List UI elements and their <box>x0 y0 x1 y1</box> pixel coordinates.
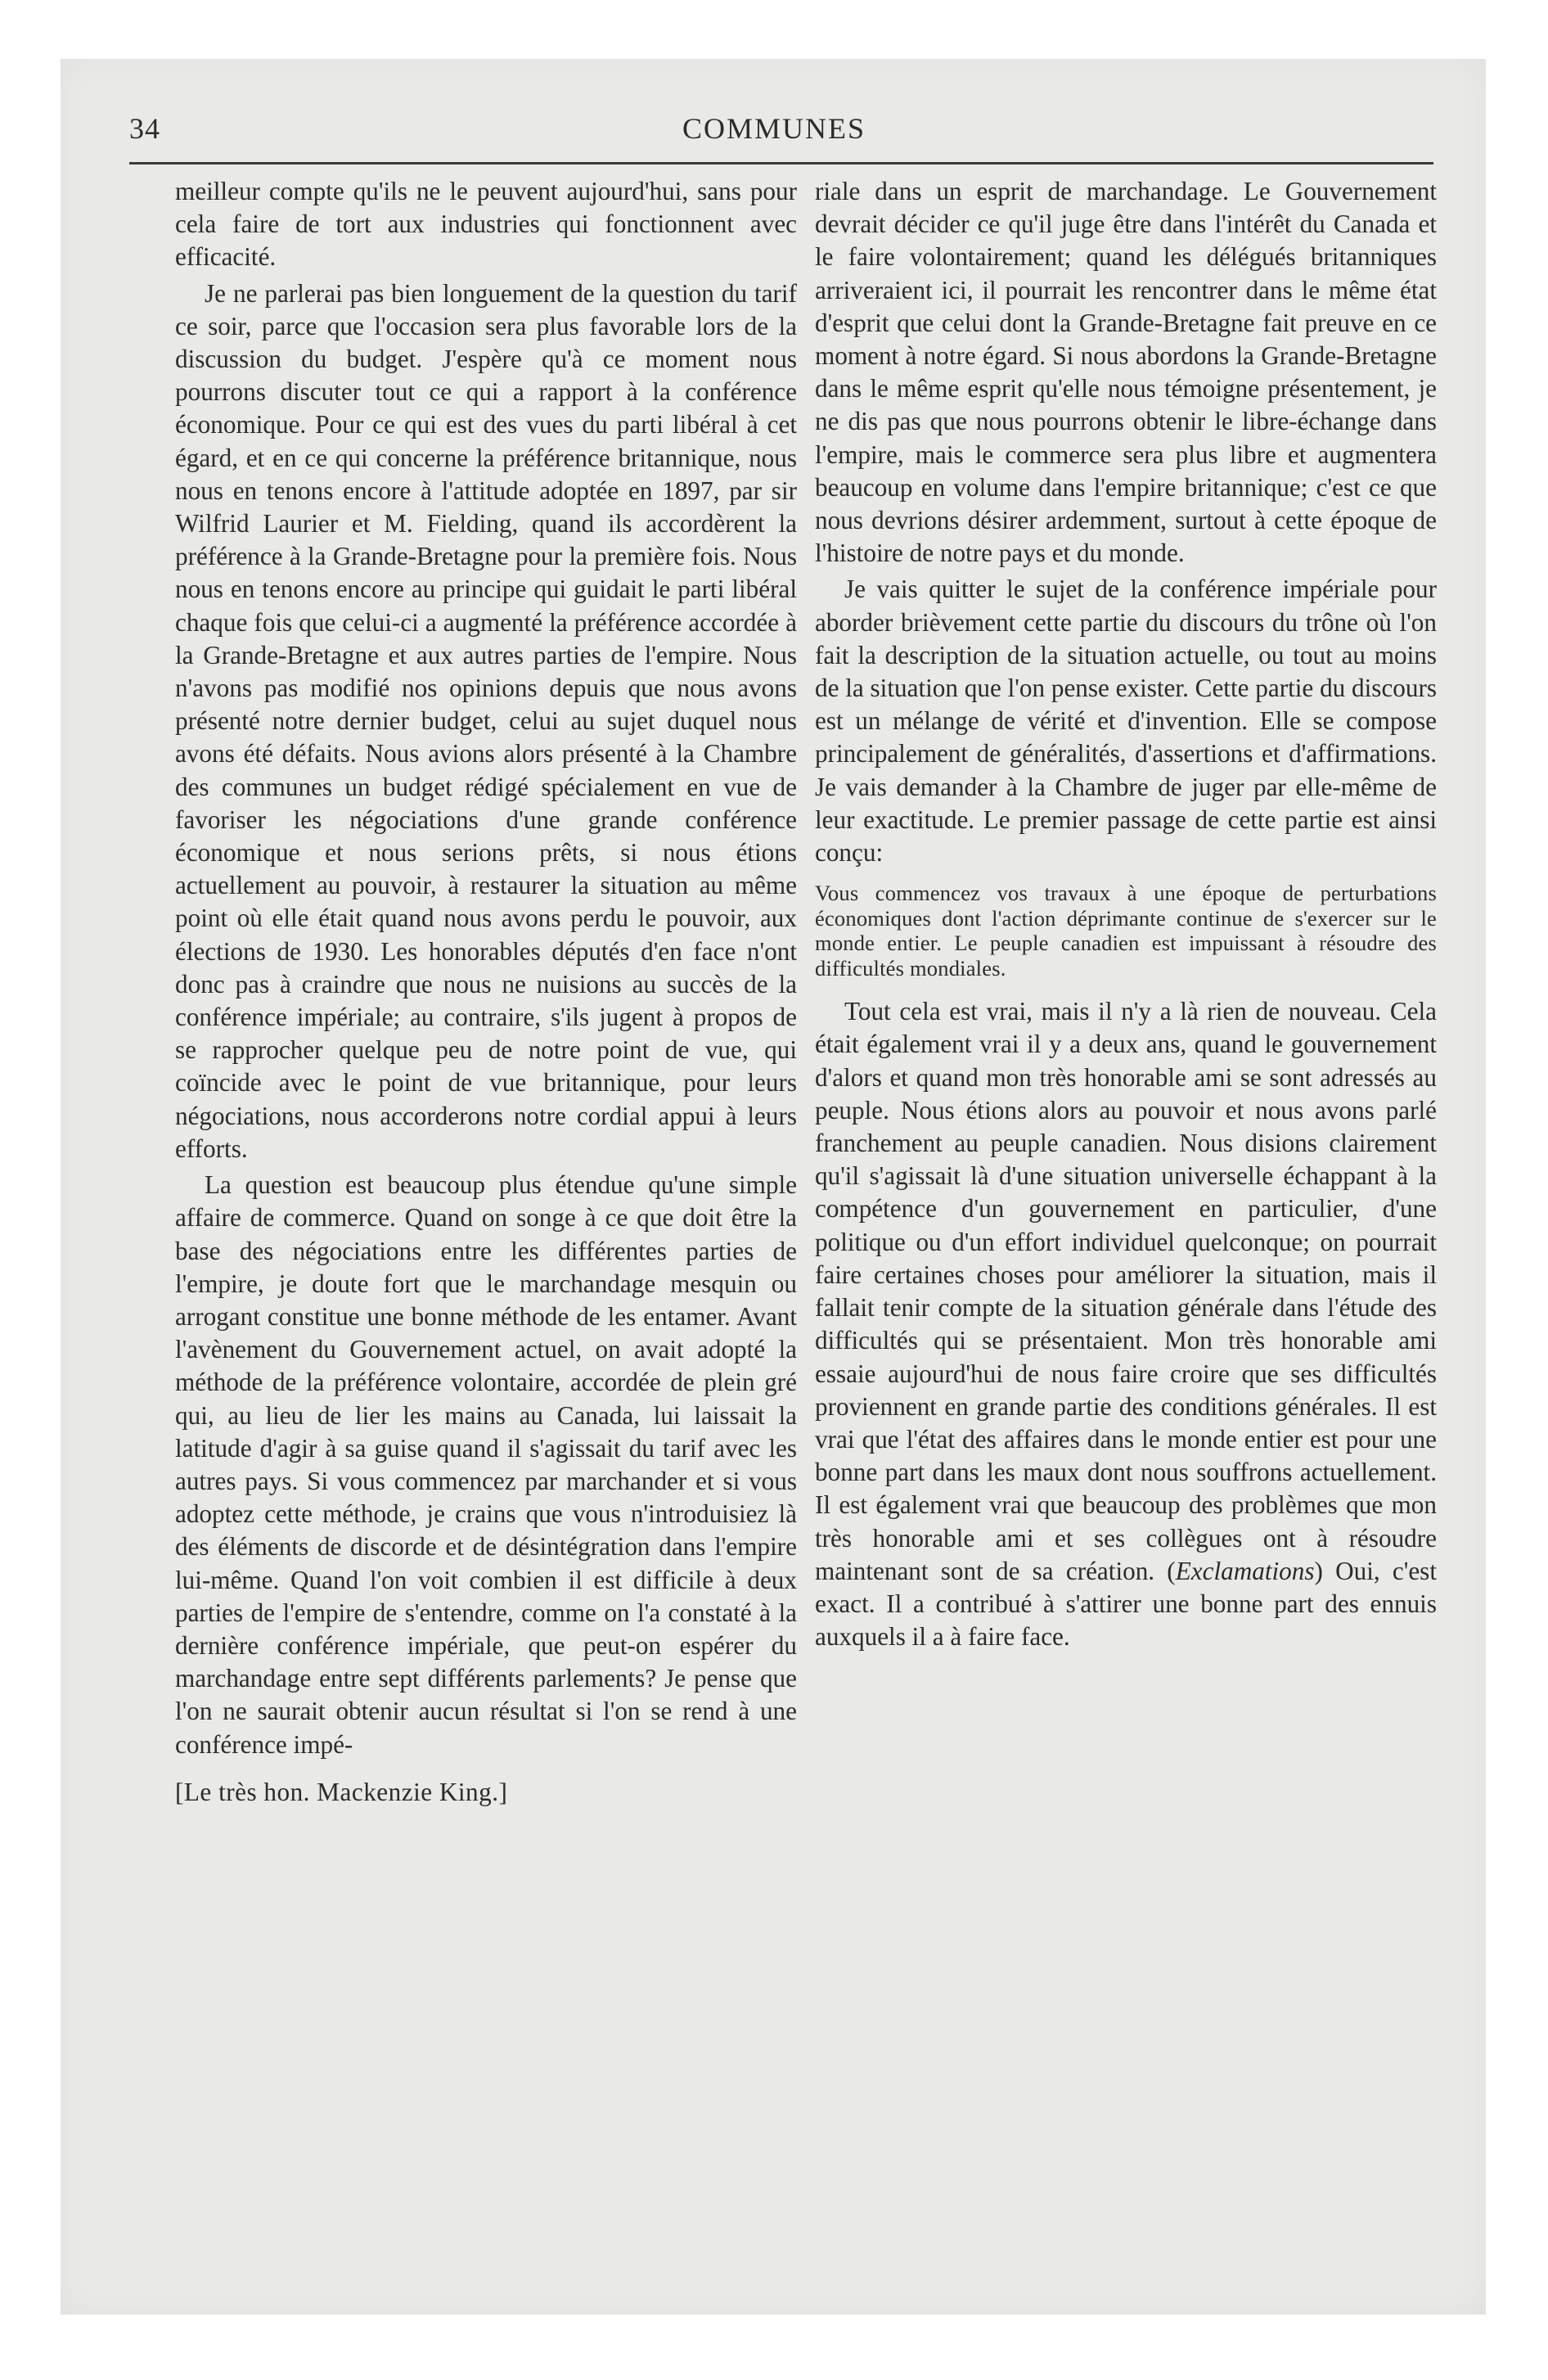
running-head: COMMUNES <box>682 112 866 145</box>
right-paragraph-2: Je vais quitter le sujet de la conférence impériale pour aborder brièvement cette partie du discours du trône où l'on fait la description de la situation actuelle, ou tout au moins de la situation que l'on pense exister. Cette partie du discours est un mélange de vérité et d'invention. Elle se compose principalement de généralités, d'assertions et d'affirmations. Je vais demander à la Chambre de juger par elle-même de leur exactitude. Le premier passage de cette partie est ainsi conçu: <box>815 575 1437 868</box>
left-paragraph-2: Je ne parlerai pas bien longuement de la question du tarif ce soir, parce que l'occasion sera plus favorable lors de la discussion du budget. J'espère qu'à ce moment nous pourrons discuter tout ce qui a rapport à la conférence économique. Pour ce qui est des vues du parti libéral à cet égard, et en ce qui concerne la préférence britannique, nous nous en tenons encore à l'attitude adoptée en 1897, par sir Wilfrid Laurier et M. Fielding, quand ils accordèrent la préférence à la Grande-Bretagne pour la première fois. Nous nous en tenons encore au principe qui guidait le parti libéral chaque fois que celui-ci a augmenté la préférence accordée à la Grande-Bretagne et aux autres parties de l'empire. Nous n'avons pas modifié nos opinions depuis que nous avons présenté notre dernier budget, celui au sujet duquel nous avons été défaits. Nous avions alors présenté à la Chambre des communes un budget rédigé spécialement en vue de favoriser les négociations d'une grande conférence économique et nous serions prêts, si nous étions actuellement au pouvoir, à restaurer la situation au même point où elle était quand nous avons perdu le pouvoir, aux élections de 1930. Les honorables députés d'en face n'ont donc pas à craindre que nous ne nuisions au succès de la conférence impériale; au contraire, s'ils jugent à propos de se rapprocher quelque peu de notre point de vue, qui coïncide avec le point de vue britannique, pour leurs négociations, nous accorderons notre cordial appui à leurs efforts. <box>175 278 797 1163</box>
left-column <box>175 175 797 1809</box>
right-paragraph-3-italic: Exclamations <box>1175 1556 1315 1585</box>
left-paragraph-3: La question est beaucoup plus étendue qu'une simple affaire de commerce. Quand on songe à ce que doit être la base des négociations entre les différentes parties de l'empire, je doute fort que le marchandage mesquin ou arrogant constitue une bonne méthode de les entamer. Avant l'avènement du Gouvernement actuel, on avait adopté la méthode de la préférence volontaire, accordée de plein gré qui, au lieu de lier les mains au Canada, lui laissait la latitude d'agir à sa guise quand il s'agissait du tarif avec les autres pays. Si vous commencez par marchander et si vous adoptez cette méthode, je crains que vous n'introduisiez là des éléments de discorde et de désintégration dans l'empire lui-même. Quand l'on voit combien il est difficile à deux parties de l'empire de s'entendre, comme on l'a constaté à la dernière conférence impériale, que peut-on espérer du marchandage entre sept différents parlements? Je pense que l'on ne saurait obtenir aucun résultat si l'on se rend à une conférence impé- <box>175 1170 797 1759</box>
right-paragraph-1: riale dans un esprit de marchandage. Le Gouvernement devrait décider ce qu'il juge être dans l'intérêt du Canada et le faire volontairement; quand les délégués britanniques arriveraient ici, il pourrait les rencontrer dans le même état d'esprit que celui dont la Grande-Bretagne fait preuve en ce moment à notre égard. Si nous abordons la Grande-Bretagne dans le même esprit qu'elle nous témoigne présentement, je ne dis pas que nous pourrons obtenir le libre-échange dans l'empire, mais le commerce sera plus libre et augmentera beaucoup en volume dans l'empire britannique; c'est ce que nous devrions désirer ardemment, surtout à cette époque de l'histoire de notre pays et du monde. <box>815 177 1437 568</box>
right-paragraph-3-text-a: Tout cela est vrai, mais il n'y a là rien de nouveau. Cela était également vrai il y a deux ans, quand le gouvernement d'alors et quand mon très honorable ami se sont adressés au peuple. Nous étions alors au pouvoir et nous avons parlé franchement au peuple canadien. Nous disions clairement qu'il s'agissait là d'une situation universelle échappant à la compétence d'un gouvernement en particulier, d'une politique ou d'un effort individuel quelconque; on pourrait faire certaines choses pour améliorer la situation, mais il fallait tenir compte de la situation générale dans l'étude des difficultés qui se présentaient. Mon très honorable ami essaie aujourd'hui de nous faire croire que ses difficultés proviennent en grande partie des conditions générales. Il est vrai que l'état des affaires dans le monde entier est pour une bonne part dans les maux dont nous souffrons actuellement. Il est également vrai que beaucoup des problèmes que mon très honorable ami et ses collègues ont à résoudre maintenant sont de sa création. ( <box>815 997 1437 1585</box>
header-rule <box>129 162 1433 165</box>
left-paragraph-1: meilleur compte qu'ils ne le peuvent aujourd'hui, sans pour cela faire de tort aux industries qui fonctionnent avec efficacité. <box>175 177 797 272</box>
right-column <box>815 175 1437 1653</box>
speaker-name: [Le très hon. Mackenzie King.] <box>175 1777 508 1806</box>
speaker-attribution <box>175 1776 797 1809</box>
right-paragraph-3-text-b: ) Oui, c'est exact. Il a contribué à s'attirer une bonne part des ennuis auxquels il a à faire face. <box>815 1556 1437 1652</box>
quoted-passage: Vous commencez vos travaux à une époque de perturbations économiques dont l'action déprimante continue de s'exercer sur le monde entier. Le peuple canadien est impuissant à résoudre des difficultés mondiales. <box>815 881 1437 980</box>
right-paragraph-3 <box>815 995 1437 1653</box>
page-number: 34 <box>129 112 160 145</box>
